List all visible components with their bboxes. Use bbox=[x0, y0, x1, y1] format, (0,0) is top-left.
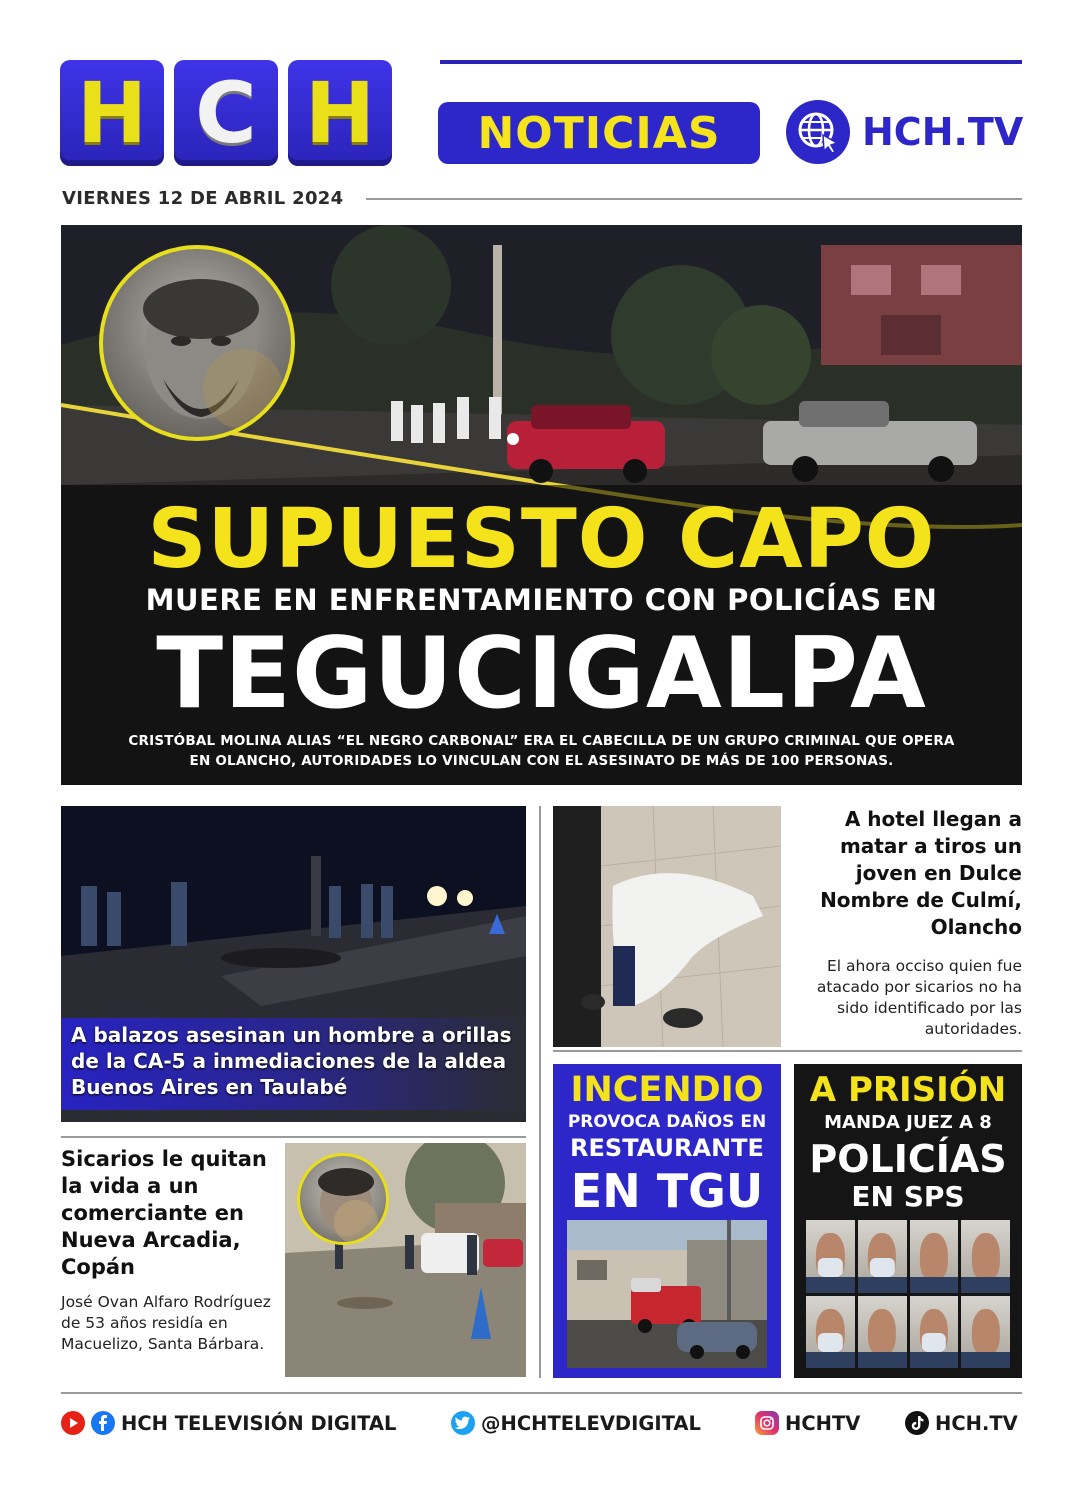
incendio-headline-bottom: EN TGU bbox=[570, 1164, 764, 1218]
right-story-divider bbox=[553, 1050, 1022, 1052]
mugshot bbox=[961, 1296, 1010, 1369]
logo-letter-h1: H bbox=[60, 60, 164, 166]
prision-headline-line3: POLICÍAS bbox=[809, 1137, 1007, 1181]
footer-facebook-label: HCH TELEVISIÓN DIGITAL bbox=[121, 1411, 397, 1435]
logo-letter-h2: H bbox=[288, 60, 392, 166]
footer-twitter-label: @HCHTELEVDIGITAL bbox=[481, 1411, 701, 1435]
mugshot bbox=[858, 1220, 907, 1293]
suspect-portrait bbox=[99, 245, 295, 441]
mugshot bbox=[910, 1220, 959, 1293]
mugshot bbox=[910, 1296, 959, 1369]
incendio-photo bbox=[567, 1220, 767, 1368]
footer-twitter[interactable] bbox=[451, 1406, 701, 1440]
hero-headline-middle: MUERE EN ENFRENTAMIENTO CON POLICÍAS EN bbox=[145, 583, 938, 617]
hero-story[interactable] bbox=[61, 225, 1022, 785]
victim-portrait bbox=[297, 1153, 389, 1245]
section-badge bbox=[438, 102, 760, 164]
footer-rule bbox=[61, 1392, 1022, 1394]
story-culmi-summary: El ahora occiso quien fue atacado por sicarios no ha sido identificado por las autoridades. bbox=[816, 957, 1022, 1038]
hero-summary: CRISTÓBAL MOLINA ALIAS “EL NEGRO CARBONAL” ERA EL CABECILLA DE UN GRUPO CRIMINAL QUE OPERA EN OLANCHO, AUTORIDADES LO VINCULAN CON EL ASESINATO DE MÁS DE 100 PERSONAS. bbox=[128, 733, 955, 769]
logo-letter-c: C bbox=[174, 60, 278, 166]
globe-cursor-icon[interactable] bbox=[786, 100, 850, 164]
date-rule bbox=[366, 198, 1022, 200]
story-culmi-headline[interactable]: A hotel llegan a matar a tiros un joven en Dulce Nombre de Culmí, Olancho bbox=[820, 807, 1022, 939]
mugshot-grid bbox=[806, 1220, 1010, 1368]
hch-logo[interactable] bbox=[60, 60, 392, 166]
story-taulabe-caption-band bbox=[61, 1018, 526, 1110]
footer-youtube-facebook[interactable] bbox=[61, 1406, 396, 1440]
incendio-headline-top: INCENDIO bbox=[570, 1070, 764, 1110]
left-story-divider bbox=[61, 1136, 526, 1138]
hero-headline-bottom: TEGUCIGALPA bbox=[156, 617, 927, 731]
prision-headline-bottom: EN SPS bbox=[851, 1180, 965, 1213]
story-copan-summary: José Ovan Alfaro Rodríguez de 53 años residía en Macuelizo, Santa Bárbara. bbox=[61, 1293, 271, 1353]
story-prision[interactable] bbox=[794, 1064, 1022, 1378]
issue-date: VIERNES 12 DE ABRIL 2024 bbox=[62, 188, 344, 209]
twitter-icon[interactable] bbox=[451, 1411, 475, 1435]
mugshot bbox=[806, 1296, 855, 1369]
story-incendio[interactable] bbox=[553, 1064, 781, 1378]
instagram-icon[interactable] bbox=[755, 1411, 779, 1435]
incendio-headline-line2: PROVOCA DAÑOS EN bbox=[567, 1112, 767, 1132]
story-copan-photo[interactable] bbox=[285, 1143, 526, 1377]
prision-headline-top: A PRISIÓN bbox=[809, 1070, 1007, 1110]
story-taulabe[interactable] bbox=[61, 806, 526, 1122]
mugshot bbox=[806, 1220, 855, 1293]
prision-headline-line2: MANDA JUEZ A 8 bbox=[824, 1112, 992, 1133]
fire-truck-photo bbox=[567, 1220, 767, 1368]
mugshot bbox=[858, 1296, 907, 1369]
footer-instagram-label: HCHTV bbox=[785, 1411, 861, 1435]
hotel-floor-photo bbox=[553, 806, 781, 1047]
youtube-icon[interactable] bbox=[61, 1411, 85, 1435]
footer-tiktok[interactable] bbox=[905, 1406, 1018, 1440]
hero-headline-top: SUPUESTO CAPO bbox=[147, 492, 936, 587]
story-taulabe-headline: A balazos asesinan un hombre a orillas de la CA-5 a inmediaciones de la aldea Buenos Aires en Taulabé bbox=[71, 1023, 512, 1099]
footer-tiktok-label: HCH.TV bbox=[935, 1411, 1018, 1435]
mugshot bbox=[961, 1220, 1010, 1293]
column-divider bbox=[539, 806, 541, 1378]
social-footer bbox=[61, 1406, 1022, 1440]
story-copan-headline[interactable]: Sicarios le quitan la vida a un comerciante en Nueva Arcadia, Copán bbox=[61, 1147, 267, 1279]
tiktok-icon[interactable] bbox=[905, 1411, 929, 1435]
story-culmi-photo[interactable] bbox=[553, 806, 781, 1047]
section-label: NOTICIAS bbox=[477, 107, 721, 159]
incendio-headline-line3: RESTAURANTE bbox=[570, 1134, 764, 1162]
header-top-rule bbox=[440, 60, 1022, 64]
footer-instagram[interactable] bbox=[755, 1406, 860, 1440]
facebook-icon[interactable] bbox=[91, 1411, 115, 1435]
website-link[interactable]: HCH.TV bbox=[862, 110, 1024, 154]
